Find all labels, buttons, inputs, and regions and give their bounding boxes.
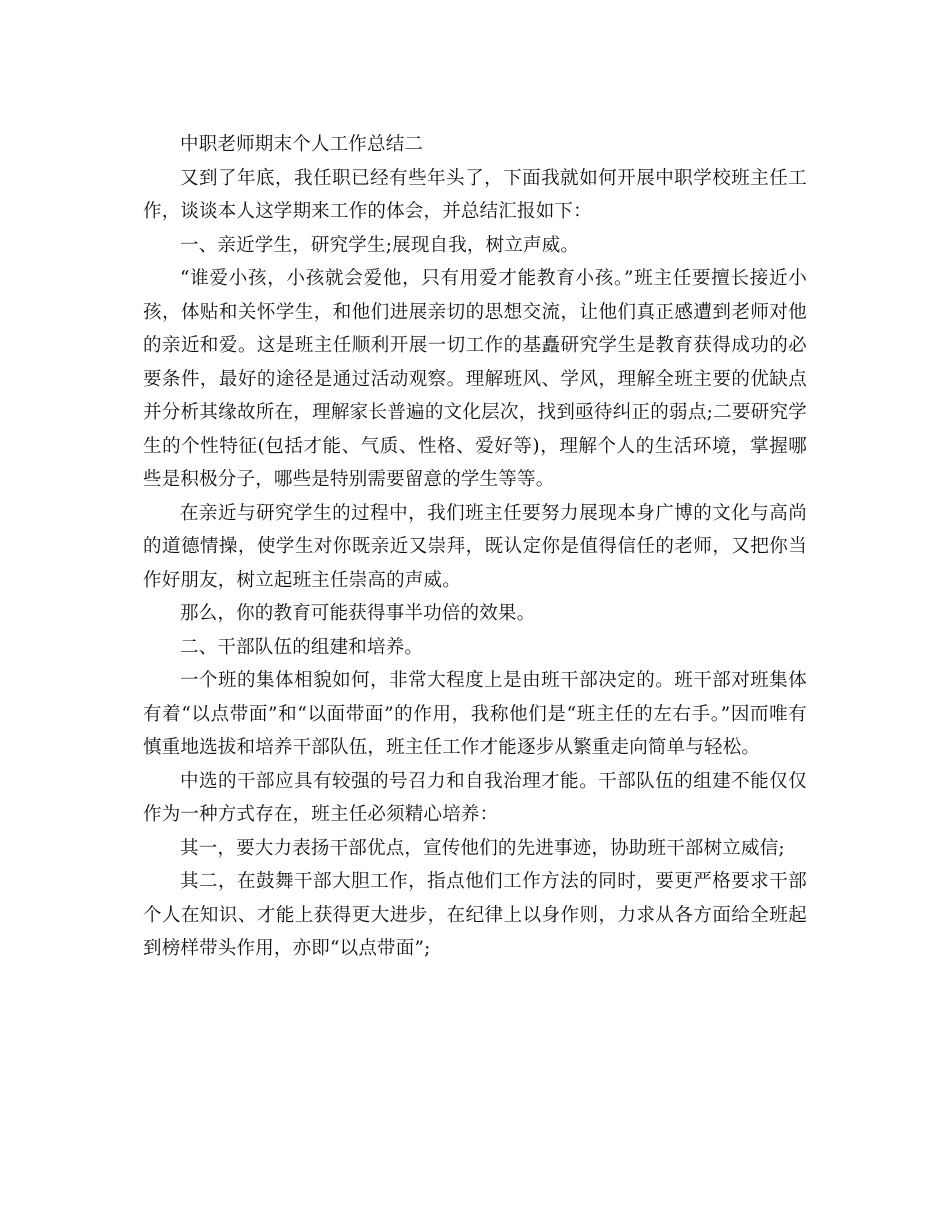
paragraph-cadre-training: 中选的干部应具有较强的号召力和自我治理才能。干部队伍的组建不能仅仅作为一种方式存在，班主任必须精心培养： — [143, 770, 807, 825]
paragraph-point-two: 其二，在鼓舞干部大胆工作，指点他们工作方法的同时，要更严格要求干部个人在知识、才能上获得更大进步，在纪律上以身作则，力求从各方面给全班起到榜样带头作用，亦即“以点带面”; — [143, 871, 807, 959]
paragraph-class-cadres: 一个班的集体相貌如何，非常大程度上是由班干部决定的。班干部对班集体有着“以点带面”和“以面带面”的作用，我称他们是“班主任的左右手。”因而唯有慎重地选拔和培养干部队伍，班主任工作才能逐步从繁重走向简单与轻松。 — [143, 670, 807, 758]
paragraph-prestige: 在亲近与研究学生的过程中，我们班主任要努力展现本身广博的文化与高尚的道德情操，使学生对你既亲近又崇拜，既认定你是值得信任的老师，又把你当作好朋友，树立起班主任崇高的声威。 — [143, 502, 807, 591]
paragraph-intro: 又到了年底，我任职已经有些年头了，下面我就如何开展中职学校班主任工作，谈谈本人这学期来工作的体会，并总结汇报如下： — [143, 167, 807, 222]
paragraph-effect: 那么，你的教育可能获得事半功倍的效果。 — [180, 603, 536, 624]
document-title: 中职老师期末个人工作总结二 — [180, 134, 424, 155]
document-body — [143, 128, 807, 966]
section-heading-1: 一、亲近学生，研究学生;展现自我，树立声威。 — [180, 234, 580, 256]
paragraph-love-students: “谁爱小孩，小孩就会爱他，只有用爱才能教育小孩。”班主任要擅长接近小孩，体贴和关怀学生，和他们进展亲切的思想交流，让他们真正感遭到老师对他的亲近和爱。这是班主任顺利开展一切工作的基矗研究学生是教育获得成功的必要条件，最好的途径是通过活动观察。理解班风、学风，理解全班主要的优缺点并分析其缘故所在，理解家长普遍的文化层次，找到亟待纠正的弱点;二要研究学生的个性特征(包括才能、气质、性格、爱好等)，理解个人的生活环境，掌握哪些是积极分子，哪些是特别需要留意的学生等等。 — [143, 268, 807, 490]
section-heading-2: 二、干部队伍的组建和培养。 — [180, 636, 424, 658]
paragraph-point-one: 其一，要大力表扬干部优点，宣传他们的先进事迹，协助班干部树立威信; — [180, 837, 785, 859]
